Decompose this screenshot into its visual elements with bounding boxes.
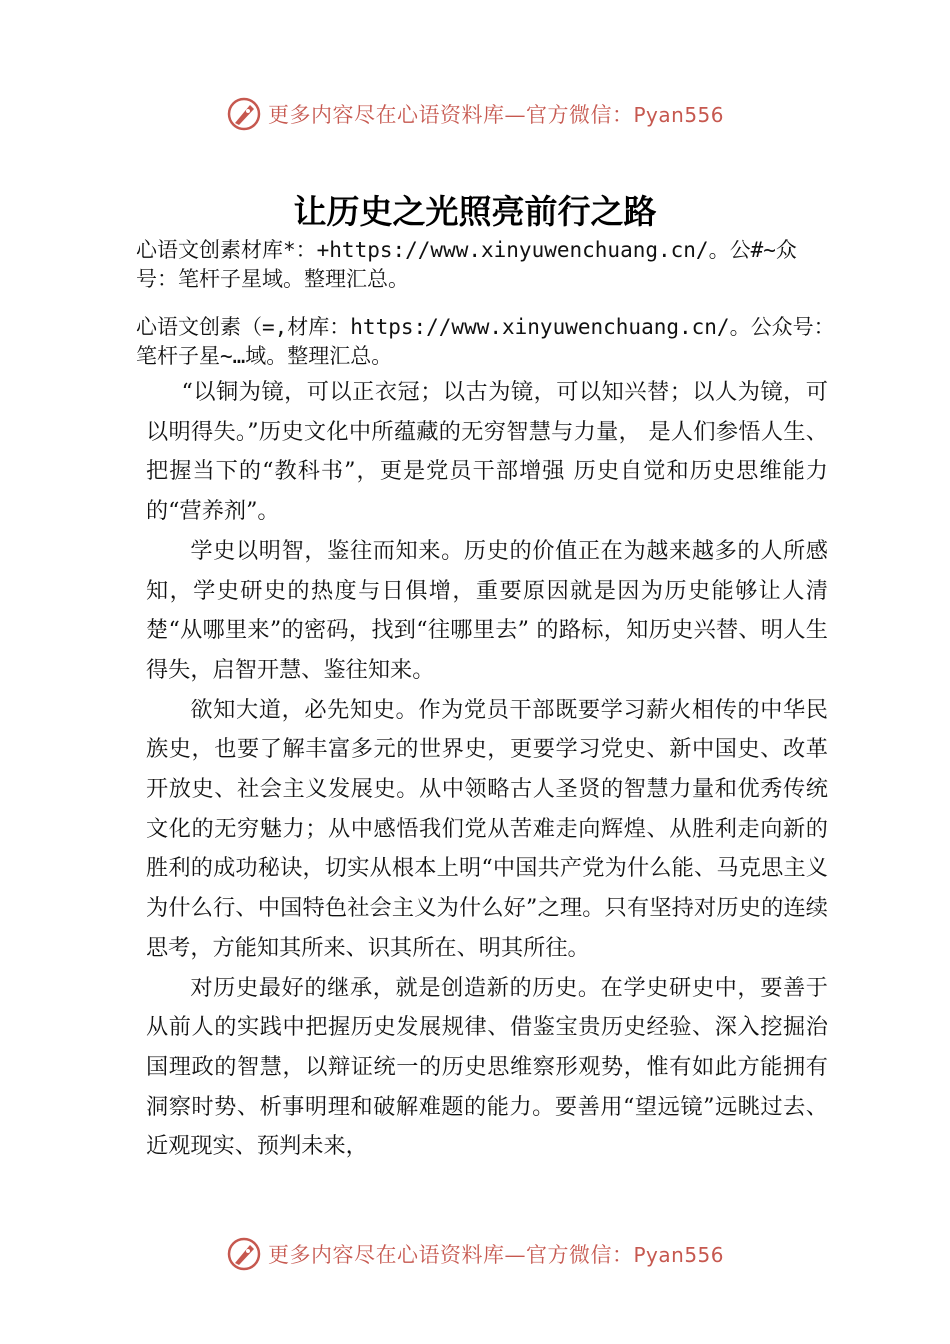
banner-label: 更多内容尽在心语资料库—官方微信：Pyan556 bbox=[267, 103, 724, 127]
pen-nib-circle-logo-icon bbox=[226, 96, 262, 132]
wechat-id: Pyan556 bbox=[633, 1243, 724, 1267]
footer-banner bbox=[0, 1232, 950, 1276]
watermark-line-1: 心语文创素材库*：+https://www.xinyuwenchuang.cn/。公#~众号：笔杆子星域。整理汇总。 bbox=[136, 238, 797, 291]
paragraph: “以铜为镜，可以正衣冠；以古为镜，可以知兴替；以人为镜，可以明得失。”历史文化中所蕴藏的无穷智慧与力量， 是人们参悟人生、把握当下的“教科书”，更是党员干部增强 历史自觉和历史思维能力的“营养剂”。 bbox=[146, 379, 828, 525]
wechat-id: Pyan556 bbox=[633, 103, 724, 127]
watermark-line-2: 心语文创素（=,材库：https://www.xinyuwenchuang.cn/。公众号：笔杆子星~…域。整理汇总。 bbox=[136, 315, 835, 368]
pen-nib-circle-logo-icon bbox=[226, 1236, 262, 1272]
banner-label: 更多内容尽在心语资料库—官方微信：Pyan556 bbox=[267, 1243, 724, 1267]
document-title: 让历史之光照亮前行之路 bbox=[293, 192, 657, 231]
paragraph: 欲知大道，必先知史。作为党员干部既要学习薪火相传的中华民族史，也要了解丰富多元的世界史，更要学习党史、新中国史、改革开放史、社会主义发展史。从中领略古人圣贤的智慧力量和优秀传统文化的无穷魅力；从中感悟我们党从苦难走向辉煌、从胜利走向新的胜利的成功秘诀，切实从根本上明“中国共产党为什么能、马克思主义为什么行、中国特色社会主义为什么好”之理。只有坚持对历史的连续思考，方能知其所来、识其所在、明其所往。 bbox=[146, 696, 828, 961]
paragraph: 对历史最好的继承，就是创造新的历史。在学史研史中，要善于从前人的实践中把握历史发展规律、借鉴宝贵历史经验、深入挖掘治国理政的智慧，以辩证统一的历史思维察形观势，惟有如此方能拥有洞察时势、析事明理和破解难题的能力。要善用“望远镜”远眺过去、近观现实、预判未来， bbox=[146, 974, 828, 1160]
article-body bbox=[146, 373, 828, 1167]
header-banner bbox=[0, 92, 950, 136]
paragraph: 学史以明智，鉴往而知来。历史的价值正在为越来越多的人所感知，学史研史的热度与日俱增，重要原因就是因为历史能够让人清楚“从哪里来”的密码，找到“往哪里去” 的路标，知历史兴替、明人生得失，启智开慧、鉴往知来。 bbox=[146, 537, 828, 683]
